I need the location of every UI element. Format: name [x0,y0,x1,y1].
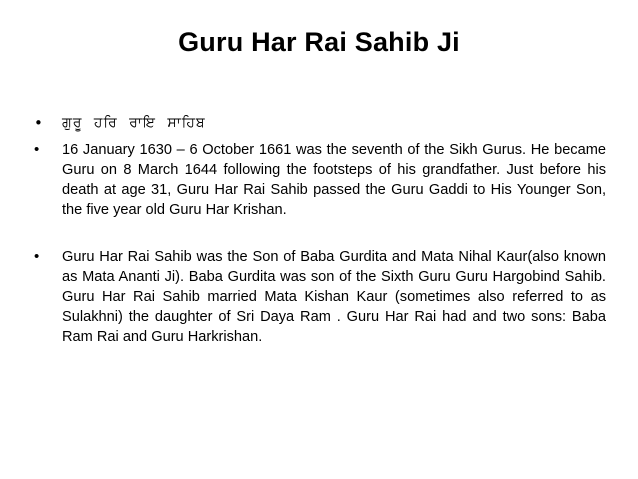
bullet-text: ਗੁਰੂ ਹਰਿ ਰਾਇ ਸਾਹਿਬ [62,115,206,131]
bullet-item-family [34,247,606,347]
bullet-icon: • [34,141,40,158]
bullet-item-biography [34,140,606,220]
bullet-text: Guru Har Rai Sahib was the Son of Baba Gurdita and Mata Nihal Kaur(also known as Mata Ananti Ji). Baba Gurdita was son of the Sixth Guru Guru Hargobind Sahib. Guru Har Rai Sahib married Mata Kishan Kaur (sometimes also referred to as Sulakhni) the daughter of Sri Daya Ram . Guru Har Rai had and two sons: Baba Ram Rai and Guru Harkrishan. [62,249,606,345]
slide-title: Guru Har Rai Sahib Ji [178,27,460,57]
bullet-icon: • [34,114,44,132]
bullet-text: 16 January 1630 – 6 October 1661 was the seventh of the Sikh Gurus. He became Guru on 8 March 1644 following the footsteps of his grandfather. Just before his death at age 31, Guru Har Rai Sahib passed the Guru Gaddi to His Younger Son, the five year old Guru Har Krishan. [62,142,606,218]
bullet-item-gurmukhi-name [34,113,606,133]
bullet-list [34,113,606,347]
bullet-icon: • [34,248,40,265]
